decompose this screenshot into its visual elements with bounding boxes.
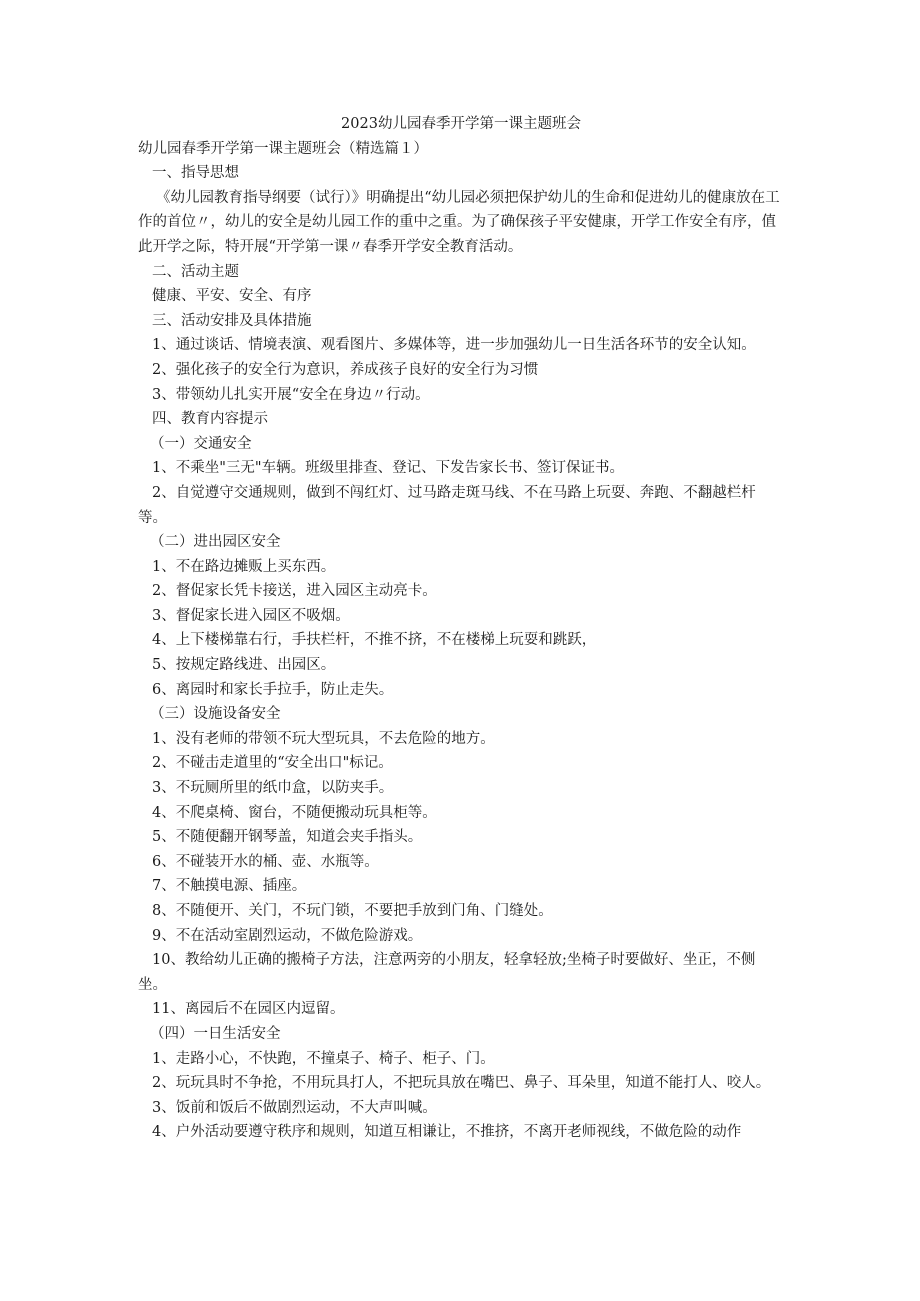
paragraph: 3、督促家长进入园区不吸烟。: [152, 607, 350, 624]
paragraph: 4、户外活动要遵守秩序和规则，知道互相谦让，不推挤，不离开老师视线，不做危险的动作: [152, 1124, 742, 1141]
paragraph: 3、带领幼儿扎实开展“安全在身边〃行动。: [152, 386, 430, 403]
paragraph: 1、走路小心，不快跑，不撞桌子、椅子、柜子、门。: [152, 1050, 495, 1067]
paragraph: 四、教育内容提示: [152, 411, 268, 428]
paragraph: 7、不触摸电源、插座。: [152, 878, 307, 895]
paragraph: 健康、平安、安全、有序: [152, 288, 312, 305]
paragraph: 11、离园后不在园区内逗留。: [152, 1001, 345, 1018]
paragraph: 2、玩玩具时不争抢，不用玩具打人，不把玩具放在嘴巴、鼻子、耳朵里，知道不能打人、咬人。: [152, 1075, 771, 1092]
paragraph: 5、按规定路线进、出园区。: [152, 657, 336, 674]
paragraph: 5、不随便翻开钢琴盖，知道会夹手指头。: [152, 829, 423, 846]
paragraph: 3、不玩厕所里的纸巾盒，以防夹手。: [152, 780, 394, 797]
paragraph: （三）设施设备安全: [150, 706, 281, 723]
document-title: 2023幼儿园春季开学第一课主题班会: [341, 116, 581, 132]
paragraph: 4、上下楼梯靠右行，手扶栏杆，不推不挤，不在楼梯上玩耍和跳跃，: [152, 632, 597, 649]
paragraph: （一）交通安全: [150, 435, 252, 452]
paragraph: 一、指导思想: [152, 165, 239, 182]
paragraph: （二）进出园区安全: [150, 534, 281, 551]
paragraph: 《幼儿园教育指导纲要（试行）》明确提出“幼儿园必须把保护幼儿的生命和促进幼儿的健康放在工作的首位〃，幼儿的安全是幼儿园工作的重中之重。为了确保孩子平安健康，开学工作安全有序，值此开学之际，特开展“开学第一课〃春季开学安全教育活动。: [138, 189, 780, 255]
paragraph: 3、饭前和饭后不做剧烈运动，不大声叫喊。: [152, 1099, 437, 1116]
paragraph: 9、不在活动室剧烈运动，不做危险游戏。: [152, 927, 423, 944]
paragraph: 6、不碰装开水的桶、壶、水瓶等。: [152, 853, 379, 870]
paragraph: 8、不随便开、关门，不玩门锁，不要把手放到门角、门缝处。: [152, 903, 553, 919]
document-subtitle: 幼儿园春季开学第一课主题班会（精选篇１）: [138, 140, 428, 157]
paragraph: 1、没有老师的带领不玩大型玩具，不去危险的地方。: [152, 730, 495, 747]
paragraph: 6、离园时和家长手拉手，防止走失。: [152, 681, 394, 698]
paragraph: 10、教给幼儿正确的搬椅子方法，注意两旁的小朋友，轻拿轻放;坐椅子时要做好、坐正，不侧坐。: [138, 952, 756, 993]
paragraph: 2、自觉遵守交通规则，做到不闯红灯、过马路走斑马线、不在马路上玩耍、奔跑、不翻越栏杆等。: [138, 484, 756, 526]
paragraph: 三、活动安排及具体措施: [152, 312, 312, 329]
paragraph: （四）一日生活安全: [150, 1025, 281, 1042]
paragraph: 2、督促家长凭卡接送，进入园区主动亮卡。: [152, 583, 437, 600]
paragraph: 4、不爬桌椅、窗台，不随便搬动玩具柜等。: [152, 804, 437, 821]
paragraph: 二、活动主题: [152, 263, 239, 280]
document-body: [138, 161, 784, 1145]
paragraph: 1、不在路边摊贩上买东西。: [152, 558, 336, 575]
paragraph: 1、不乘坐"三无"车辆。班级里排查、登记、下发告家长书、签订保证书。: [152, 460, 625, 477]
paragraph: 1、通过谈话、情境表演、观看图片、多媒体等，进一步加强幼儿一日生活各环节的安全认知。: [152, 337, 756, 354]
paragraph: 2、强化孩子的安全行为意识，养成孩子良好的安全行为习惯: [152, 361, 539, 378]
document-page: [138, 112, 784, 1145]
paragraph: 2、不碰击走道里的“安全出口"标记。: [152, 755, 393, 772]
